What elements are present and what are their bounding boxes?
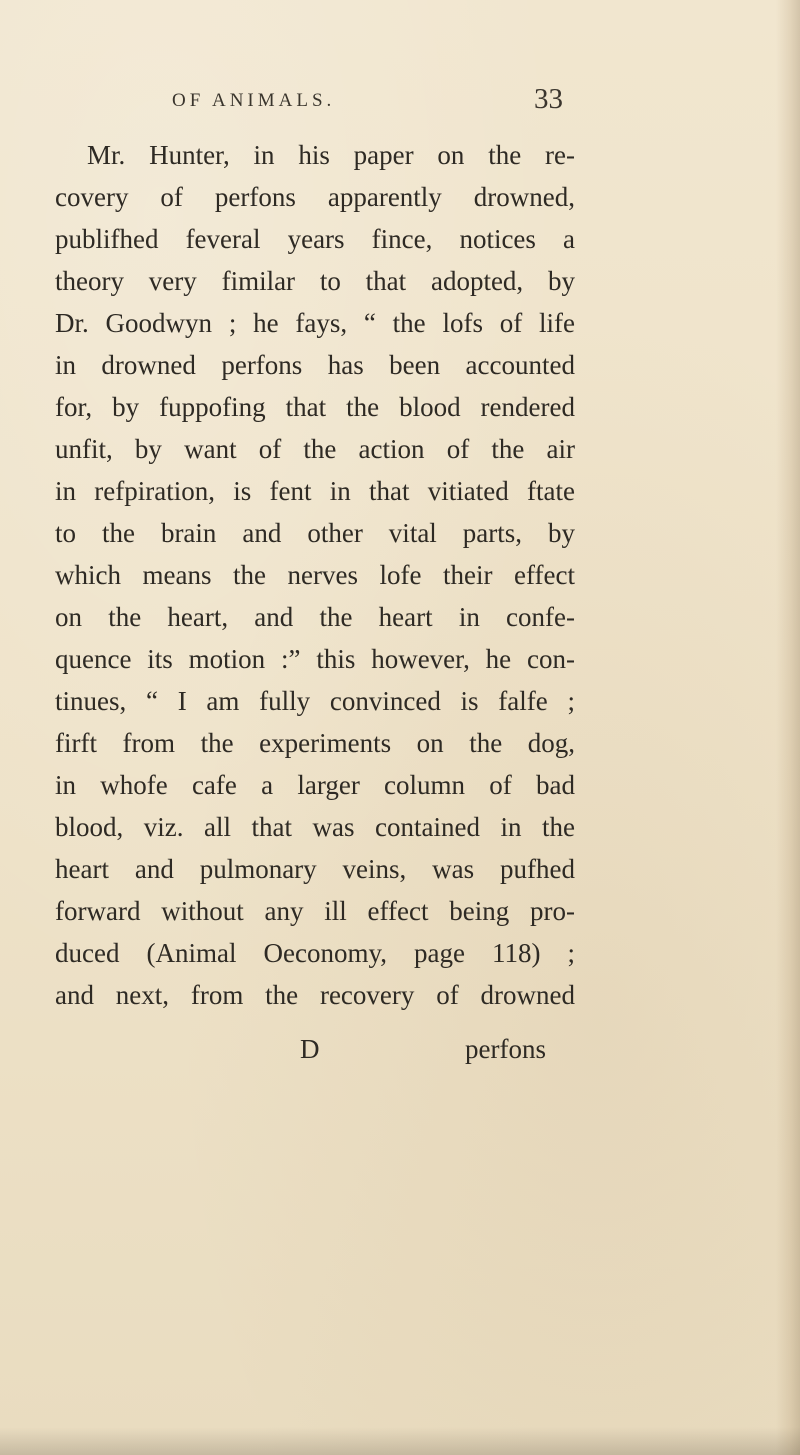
text-line: forward without any ill effect being pro- (55, 896, 575, 926)
signature-mark: D (300, 1034, 320, 1064)
page-edge-shadow (776, 0, 800, 1455)
running-head: OF ANIMALS. (172, 90, 336, 111)
text-line: publifhed feveral years fince, notices a (55, 224, 575, 254)
text-line: in refpiration, is fent in that vitiated ftate (55, 476, 575, 506)
text-line: theory very fimilar to that adopted, by (55, 266, 575, 296)
text-line: in drowned perfons has been accounted (55, 350, 575, 380)
text-line: and next, from the recovery of drowned (55, 980, 575, 1010)
text-line: blood, viz. all that was contained in the (55, 812, 575, 842)
catchline (300, 1034, 580, 1074)
text-line: duced (Animal Oeconomy, page 118) ; (55, 938, 575, 968)
text-line: quence its motion :” this however, he con- (55, 644, 575, 674)
text-line: heart and pulmonary veins, was pufhed (55, 854, 575, 884)
text-line: on the heart, and the heart in confe- (55, 602, 575, 632)
text-line: covery of perfons apparently drowned, (55, 182, 575, 212)
text-line: Dr. Goodwyn ; he fays, “ the lofs of life (55, 308, 575, 338)
text-line: for, by fuppofing that the blood rendered (55, 392, 575, 422)
bottom-edge-shadow (0, 1427, 800, 1455)
text-line: to the brain and other vital parts, by (55, 518, 575, 548)
text-line: which means the nerves lofe their effect (55, 560, 575, 590)
text-line: in whofe cafe a larger column of bad (55, 770, 575, 800)
page-number: 33 (534, 83, 563, 115)
text-line: tinues, “ I am fully convinced is falfe ; (55, 686, 575, 716)
text-line: unfit, by want of the action of the air (55, 434, 575, 464)
text-line: Mr. Hunter, in his paper on the re- (87, 140, 575, 170)
text-line: firft from the experiments on the dog, (55, 728, 575, 758)
body-text (55, 134, 575, 1016)
catchword: perfons (465, 1034, 546, 1064)
